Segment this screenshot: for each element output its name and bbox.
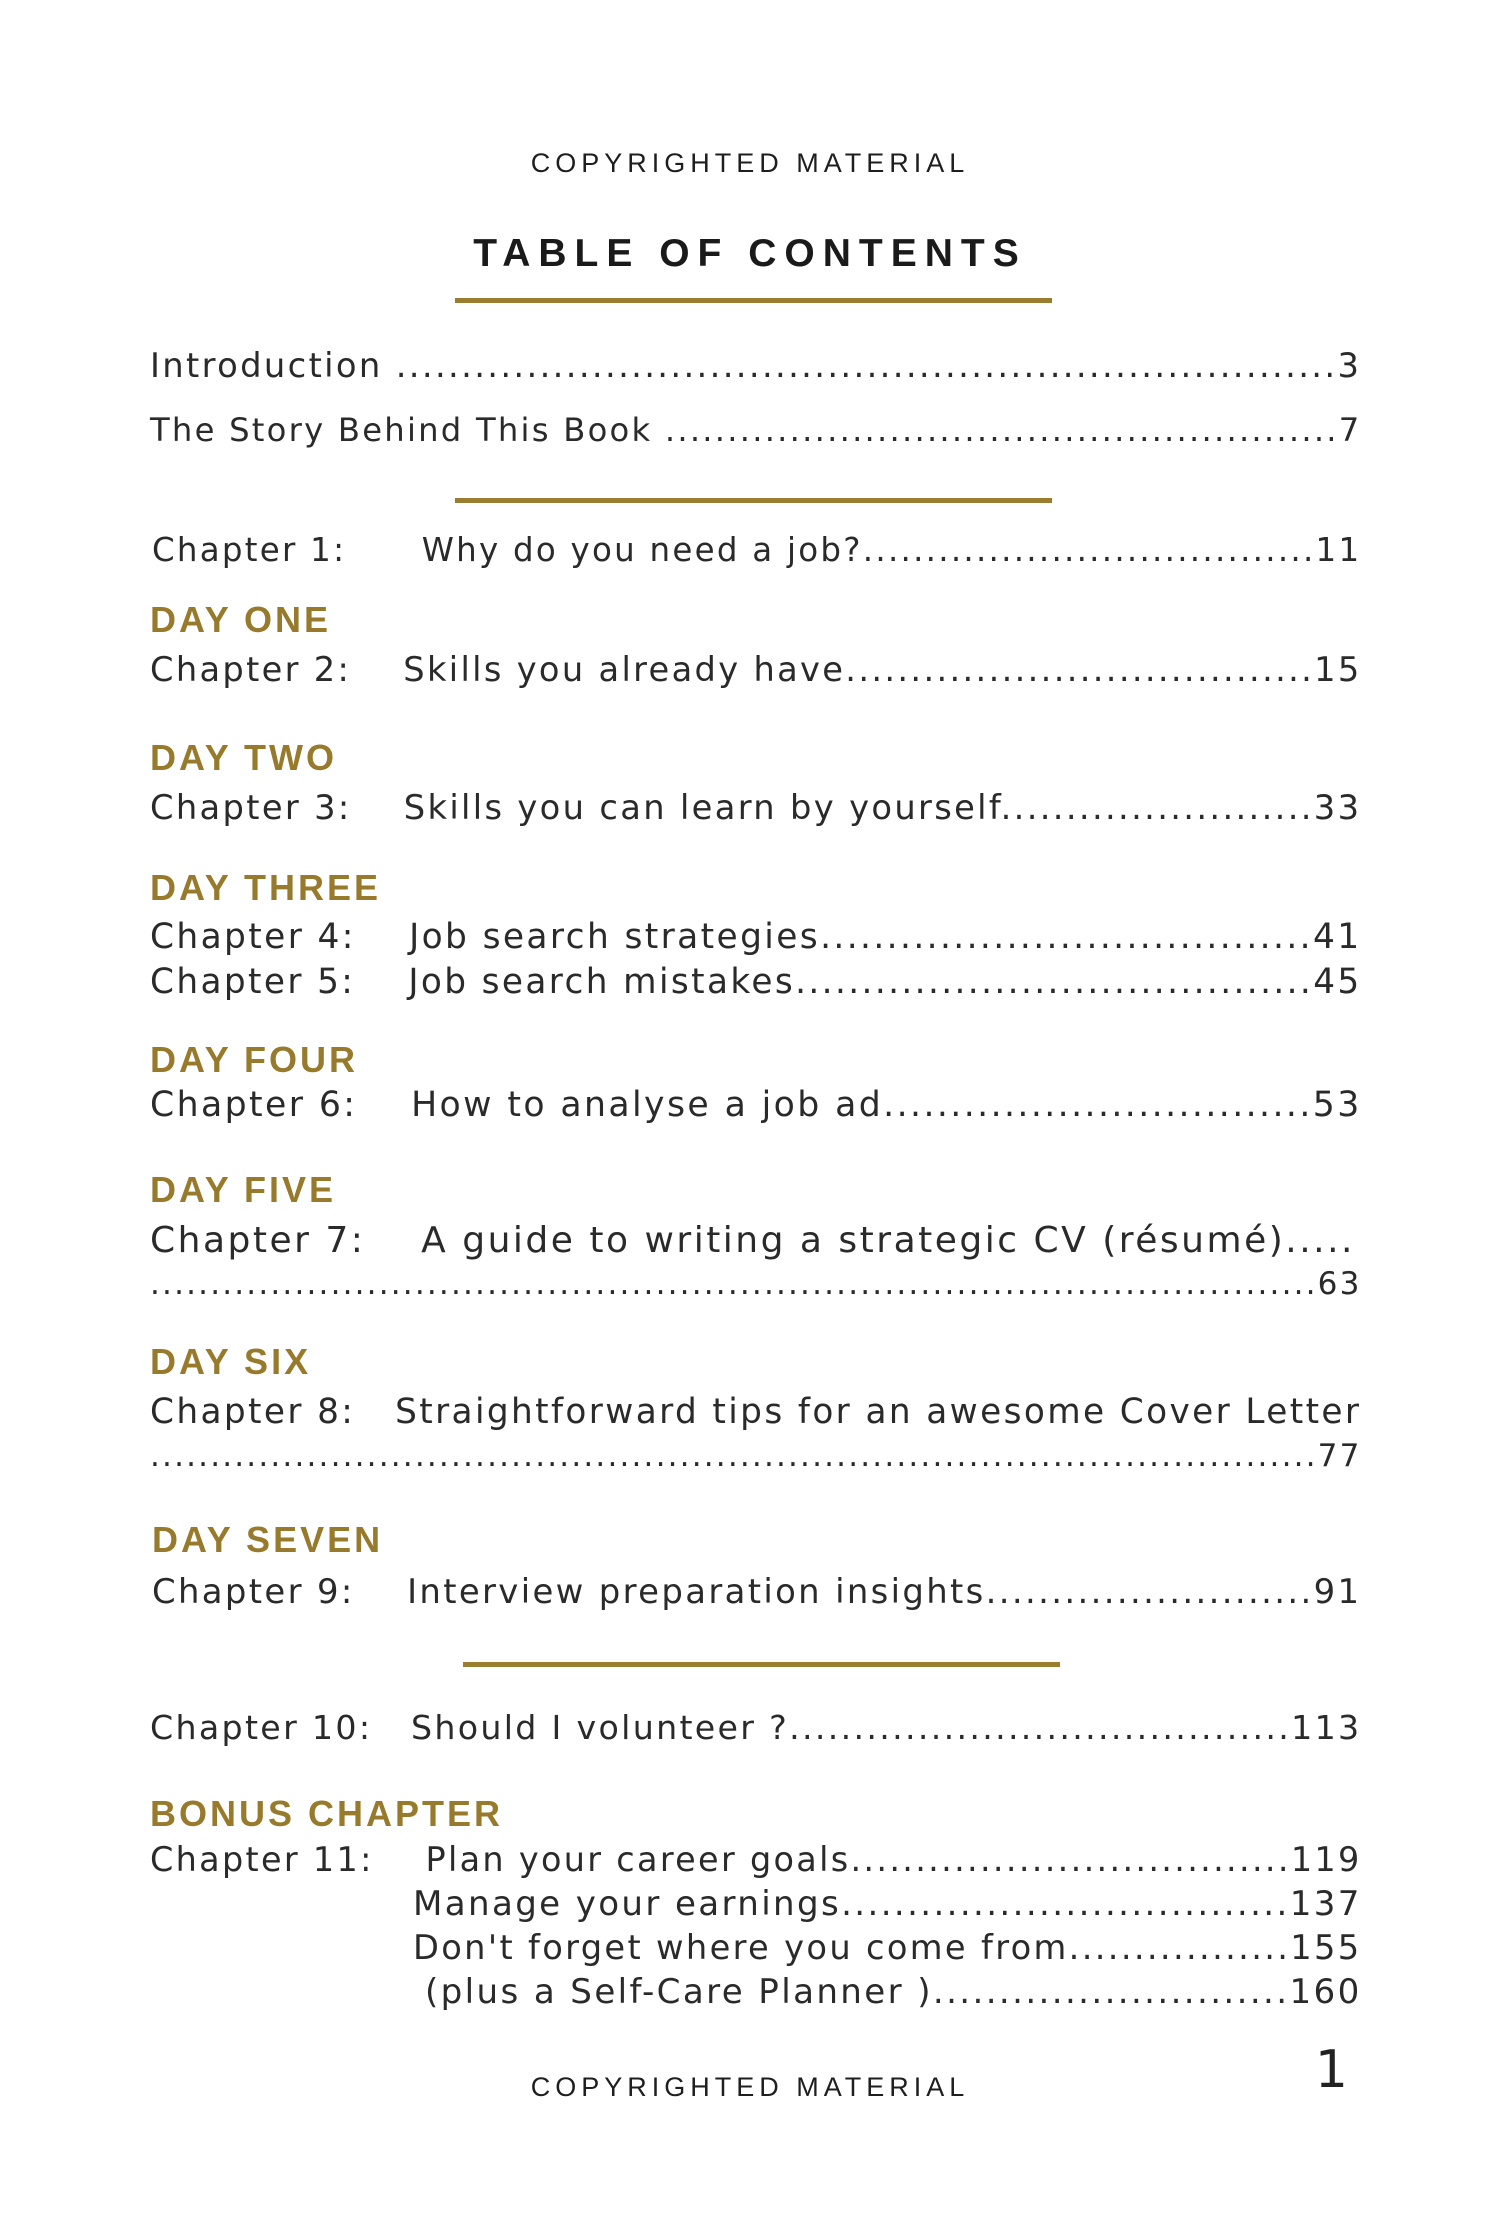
- toc-entry-chapter-5: Chapter 5: Job search mistakes.......................................45: [150, 962, 1362, 1002]
- toc-entry-chapter-11: Chapter 11: Plan your career goals..................................119: [150, 1840, 1362, 1879]
- title-divider: [455, 298, 1052, 303]
- page-number: 1: [1314, 2040, 1348, 2100]
- toc-entry-chapter-6: Chapter 6: How to analyse a job ad................................53: [150, 1085, 1362, 1125]
- toc-entry-chapter-7-page: .................................................................................................63: [150, 1266, 1362, 1302]
- day-heading-four: DAY FOUR: [150, 1039, 359, 1080]
- toc-entry-chapter-1: Chapter 1: Why do you need a job?....................................11: [152, 531, 1362, 569]
- toc-entry-chapter-8-page: .................................................................................................77: [150, 1438, 1362, 1474]
- toc-entry-chapter-2: Chapter 2: Skills you already have....................................15: [150, 650, 1362, 689]
- toc-entry-story: The Story Behind This Book ......................................................7: [150, 411, 1362, 449]
- toc-entry-introduction: Introduction ........................................................................3: [150, 346, 1362, 385]
- page-title: TABLE OF CONTENTS: [473, 232, 1027, 275]
- toc-entry-chapter-8: Chapter 8: Straightforward tips for an awesome Cover Letter: [150, 1392, 1362, 1432]
- day-heading-one: DAY ONE: [150, 599, 332, 640]
- toc-entry-chapter-11-planner: (plus a Self-Care Planner )...........................160: [425, 1972, 1362, 2012]
- toc-entry-chapter-11-earnings: Manage your earnings..................................137: [413, 1884, 1362, 1924]
- toc-entry-chapter-4: Chapter 4: Job search strategies.....................................41: [150, 917, 1362, 957]
- day-heading-three: DAY THREE: [150, 867, 382, 908]
- toc-entry-chapter-3: Chapter 3: Skills you can learn by yourself........................33: [150, 788, 1362, 827]
- section-divider-2: [463, 1662, 1060, 1667]
- toc-entry-chapter-9: Chapter 9: Interview preparation insights.........................91: [152, 1572, 1362, 1611]
- toc-entry-chapter-7: Chapter 7: A guide to writing a strategic CV (résumé).....: [150, 1220, 1355, 1261]
- header-copyright: COPYRIGHTED MATERIAL: [530, 148, 970, 178]
- toc-entry-chapter-10: Chapter 10: Should I volunteer ?.......................................113: [150, 1708, 1362, 1747]
- day-heading-bonus: BONUS CHAPTER: [150, 1793, 504, 1834]
- footer-copyright: COPYRIGHTED MATERIAL: [530, 2072, 970, 2102]
- day-heading-five: DAY FIVE: [150, 1169, 337, 1210]
- section-divider-1: [455, 498, 1052, 503]
- day-heading-six: DAY SIX: [150, 1341, 312, 1382]
- day-heading-two: DAY TWO: [150, 737, 338, 778]
- day-heading-seven: DAY SEVEN: [152, 1519, 384, 1560]
- toc-entry-chapter-11-origin: Don't forget where you come from.................155: [413, 1928, 1362, 1967]
